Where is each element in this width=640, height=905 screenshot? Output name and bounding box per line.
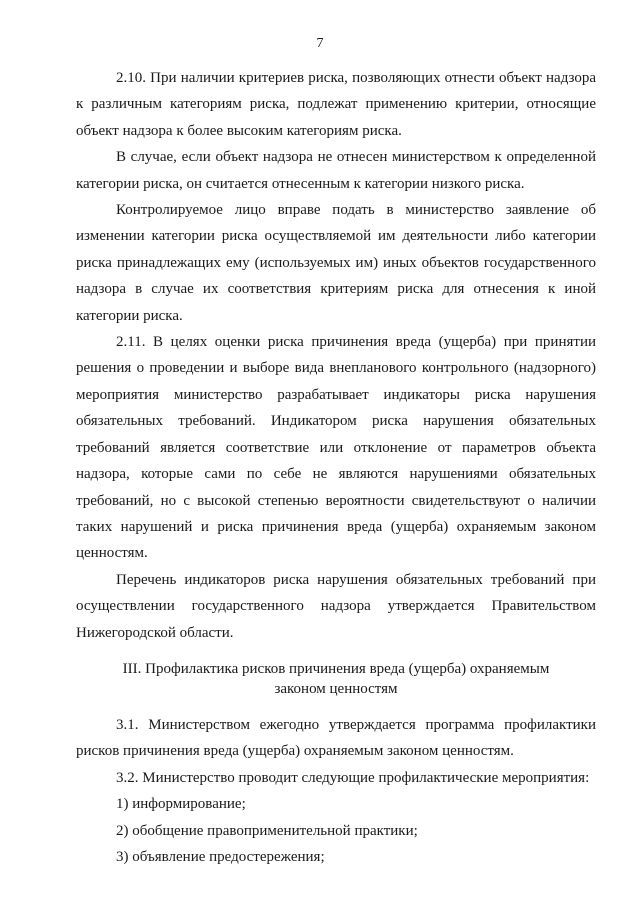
paragraph-change-category-request: Контролируемое лицо вправе подать в министерство заявление об изменении категории риска осуществляемой им деятельности либо категории риска принадлежащих ему (используемых им) иных объектов государственного надзора в случае их соответствия критериям риска для отнесения к иной категории риска.: [76, 202, 596, 324]
list-item-informing: 1) информирование;: [116, 796, 246, 813]
paragraph-3-2: 3.2. Министерство проводит следующие профилактические мероприятия:: [116, 769, 590, 786]
section-heading-line-2: законом ценностям: [274, 680, 398, 697]
paragraph-unassigned-category: В случае, если объект надзора не отнесен министерством к определенной категории риска, он считается отнесенным к категории низкого риска.: [76, 149, 596, 192]
page-number: 7: [316, 36, 324, 51]
section-heading-line-1: III. Профилактика рисков причинения вреда (ущерба) охраняемым: [122, 660, 550, 677]
list-item-practice-generalization: 2) обобщение правоприменительной практики;: [116, 822, 418, 839]
section-heading: [76, 659, 596, 699]
document-body: [76, 65, 596, 870]
paragraph-2-11: 2.11. В целях оценки риска причинения вреда (ущерба) при принятии решения о проведении и выборе вида внепланового контрольного (надзорного) мероприятия министерство разрабатывает индикаторы риска нарушения обязательных требований. Индикатором риска нарушения обязательных требований является соответствие или отклонение от параметров объекта надзора, которые сами по себе не являются нарушениями обязательных требований, но с высокой степенью вероятности свидетельствуют о наличии таких нарушений и риска причинения вреда (ущерба) охраняемым законом ценностям.: [76, 334, 596, 562]
paragraph-3-1: 3.1. Министерством ежегодно утверждается программа профилактики рисков причинения вреда (ущерба) охраняемым законом ценностям.: [76, 716, 596, 760]
paragraph-2-10: 2.10. При наличии критериев риска, позволяющих отнести объект надзора к различным категориям риска, подлежат применению критерии, относящие объект надзора к более высоким категориям риска.: [76, 70, 596, 139]
list-item-warning: 3) объявление предостережения;: [116, 848, 325, 865]
paragraph-indicator-list: Перечень индикаторов риска нарушения обязательных требований при осуществлении государственного надзора утверждается Правительством Нижегородской области.: [76, 571, 596, 641]
